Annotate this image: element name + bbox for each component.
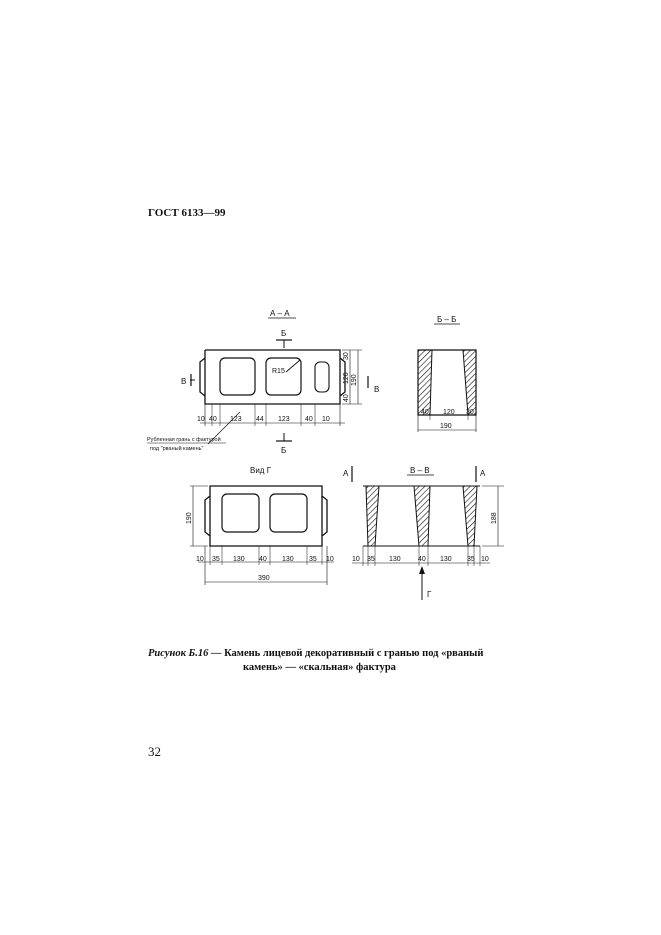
dim-g-total: 390 bbox=[258, 575, 270, 582]
dim-g-1: 10 bbox=[196, 556, 204, 563]
view-vv bbox=[343, 466, 504, 600]
document-header: ГОСТ 6133—99 bbox=[148, 207, 226, 219]
page-number: 32 bbox=[148, 744, 161, 759]
dim-aa-4: 44 bbox=[256, 416, 264, 423]
view-g-title: Вид Г bbox=[250, 466, 272, 475]
vv-hatch-1 bbox=[366, 486, 379, 546]
dim-aa-height: 190 bbox=[351, 374, 358, 386]
dim-bb-2: 120 bbox=[443, 409, 455, 416]
dim-aa-1: 10 bbox=[197, 416, 205, 423]
caption-text-1: — Камень лицевой декоративный с гранью под «рваный bbox=[208, 648, 484, 659]
vv-hatch-2 bbox=[414, 486, 430, 546]
section-mark-v-right: В bbox=[374, 385, 380, 394]
dim-g-5: 130 bbox=[282, 556, 294, 563]
dim-g-7: 10 bbox=[326, 556, 334, 563]
view-bb bbox=[418, 315, 476, 432]
dim-g-4: 40 bbox=[259, 556, 267, 563]
radius-label: R15 bbox=[272, 368, 285, 375]
dim-vv-7: 10 bbox=[481, 556, 489, 563]
vv-hatch-3 bbox=[463, 486, 477, 546]
dim-aa-right-2: 120 bbox=[343, 372, 350, 384]
caption-text-2: камень» — «скальная» фактура bbox=[243, 662, 396, 673]
dim-bb-1: 40 bbox=[421, 409, 429, 416]
view-bb-title: Б – Б bbox=[437, 315, 457, 324]
dim-aa-6: 40 bbox=[305, 416, 313, 423]
view-aa-title: А – А bbox=[270, 309, 290, 318]
dim-vv-3: 130 bbox=[389, 556, 401, 563]
g-void-right bbox=[270, 494, 307, 532]
side-mark-a-left: А bbox=[343, 469, 349, 478]
dim-aa-2: 40 bbox=[209, 416, 217, 423]
section-mark-b-bottom: Б bbox=[281, 446, 287, 455]
groove-right bbox=[315, 362, 329, 392]
dim-aa-right-3: 40 bbox=[343, 394, 350, 402]
void-left bbox=[220, 358, 255, 395]
figure-caption bbox=[148, 647, 538, 675]
dim-aa-right-1: 30 bbox=[343, 352, 350, 360]
view-aa bbox=[147, 309, 379, 455]
dim-aa-7: 10 bbox=[322, 416, 330, 423]
side-mark-a-right: А bbox=[480, 469, 486, 478]
bb-hatch-right bbox=[463, 350, 476, 415]
section-mark-b-top: Б bbox=[281, 329, 287, 338]
view-vv-title: В – В bbox=[410, 466, 430, 475]
dim-g-height: 190 bbox=[186, 512, 193, 524]
caption-lead: Рисунок Б.16 bbox=[148, 648, 209, 659]
dim-g-2: 35 bbox=[212, 556, 220, 563]
dim-g-6: 35 bbox=[309, 556, 317, 563]
dim-bb-total: 190 bbox=[440, 423, 452, 430]
view-g bbox=[186, 466, 334, 585]
dim-vv-2: 35 bbox=[367, 556, 375, 563]
dim-vv-4: 40 bbox=[418, 556, 426, 563]
dim-vv-1: 10 bbox=[352, 556, 360, 563]
view-mark-g: Г bbox=[427, 590, 432, 599]
note-line-1: Рубленная грань с фактурой bbox=[147, 437, 221, 443]
bb-hatch-left bbox=[418, 350, 432, 415]
note-line-2: под "рваный камень" bbox=[150, 446, 204, 452]
section-mark-v-left: В bbox=[181, 377, 187, 386]
dim-g-3: 130 bbox=[233, 556, 245, 563]
dim-aa-3: 123 bbox=[230, 416, 242, 423]
dim-aa-5: 123 bbox=[278, 416, 290, 423]
dim-vv-5: 130 bbox=[440, 556, 452, 563]
dim-vv-height: 188 bbox=[491, 512, 498, 524]
g-void-left bbox=[222, 494, 259, 532]
dim-vv-6: 35 bbox=[467, 556, 475, 563]
dim-bb-3: 30 bbox=[466, 409, 474, 416]
